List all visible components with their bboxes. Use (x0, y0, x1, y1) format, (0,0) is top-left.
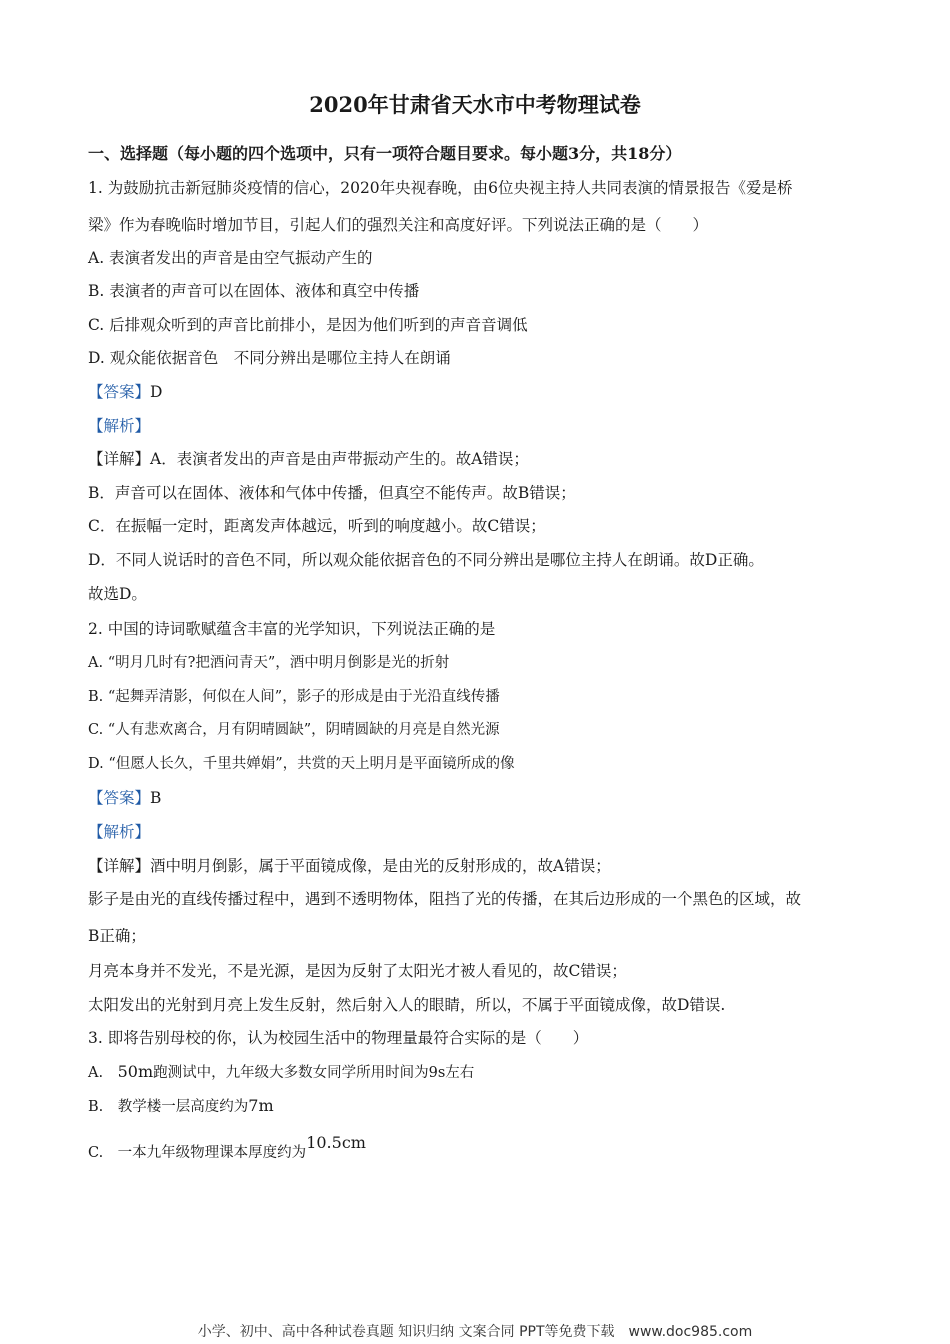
option-text: B. 教学楼一层高度约为 (88, 1099, 249, 1115)
footer-watermark: 小学、初中、高中各种试卷真题 知识归纳 文案合同 PPT等免费下载 www.doc985.com (197, 1324, 753, 1340)
q2-option-b: B. “起舞弄清影，何似在人间”，影子的形成是由于光沿直线传播 (88, 689, 500, 705)
q1-answer (88, 381, 162, 403)
q3-option-c (88, 1133, 366, 1164)
q1-option-a: A. 表演者发出的声音是由空气振动产生的 (88, 249, 373, 267)
q1-detail-line3: C．在振幅一定时，距离发声体越远，听到的响度越小。故C错误； (88, 517, 546, 535)
q1-stem-line2: 梁》作为春晚临时增加节目，引起人们的强烈关注和高度好评。下列说法正确的是（ ） (88, 216, 709, 234)
q2-detail-line1 (88, 855, 611, 877)
q2-detail-line3: B正确； (88, 927, 146, 945)
q2-detail-line2: 影子是由光的直线传播过程中，遇到不透明物体，阻挡了光的传播，在其后边形成的一个黑色的区域，故 (88, 890, 802, 908)
answer-value: B (150, 789, 162, 807)
q1-detail-line1 (88, 448, 529, 470)
answer-tag: 【答案】 (88, 789, 151, 807)
page-title: 2020年甘肃省天水市中考物理试卷 (309, 92, 641, 117)
option-text: 跑测试中，九年级大多数女同学所用时间为9s左右 (153, 1065, 475, 1081)
option-value: 50m (117, 1062, 154, 1081)
q1-stem-line1: 1. 为鼓励抗击新冠肺炎疫情的信心，2020年央视春晚，由6位央视主持人共同表演的情景报告《爱是桥 (88, 179, 793, 197)
q1-detail-line2: B．声音可以在固体、液体和气体中传播，但真空不能传声。故B错误； (88, 484, 576, 502)
answer-tag: 【答案】 (88, 383, 151, 401)
q2-stem: 2. 中国的诗词歌赋蕴含丰富的光学知识，下列说法正确的是 (88, 620, 496, 638)
option-value: 7m (248, 1096, 274, 1115)
q2-option-a: A. “明月几时有?把酒问青天”，酒中明月倒影是光的折射 (88, 655, 450, 671)
q2-detail-line5: 太阳发出的光射到月亮上发生反射，然后射入人的眼睛，所以，不属于平面镜成像，故D错误. (88, 996, 726, 1014)
detail-text: A．表演者发出的声音是由声带振动产生的。故A错误； (150, 450, 529, 468)
q3-option-a (88, 1061, 474, 1084)
q1-detail-line5: 故选D。 (88, 585, 147, 603)
q2-option-d: D. “但愿人长久，千里共婵娟”，共赏的天上明月是平面镜所成的像 (88, 756, 515, 772)
answer-value: D (150, 383, 163, 401)
q2-analysis-tag: 【解析】 (88, 823, 151, 841)
detail-text: 酒中明月倒影，属于平面镜成像，是由光的反射形成的，故A错误； (150, 857, 611, 875)
option-text: C. 一本九年级物理课本厚度约为 (88, 1145, 307, 1161)
option-value: 10.5cm (306, 1133, 366, 1152)
q2-option-c: C. “人有悲欢离合，月有阴晴圆缺”，阴晴圆缺的月亮是自然光源 (88, 722, 500, 738)
q1-detail-line4: D．不同人说话时的音色不同，所以观众能依据音色的不同分辨出是哪位主持人在朗诵。故D正确。 (88, 551, 764, 569)
q3-stem: 3. 即将告别母校的你，认为校园生活中的物理量最符合实际的是（ ） (88, 1029, 589, 1047)
q3-option-b (88, 1095, 274, 1118)
option-label: A. (88, 1065, 118, 1081)
q2-detail-line4: 月亮本身并不发光，不是光源，是因为反射了太阳光才被人看见的，故C错误； (88, 962, 627, 980)
q1-option-b: B. 表演者的声音可以在固体、液体和真空中传播 (88, 282, 420, 300)
section-heading: 一、选择题（每小题的四个选项中，只有一项符合题目要求。每小题3分，共18分） (88, 144, 682, 163)
q2-answer (88, 787, 161, 809)
detail-tag: 【详解】 (88, 450, 151, 468)
q1-analysis-tag: 【解析】 (88, 417, 151, 435)
q1-option-c: C. 后排观众听到的声音比前排小，是因为他们听到的声音音调低 (88, 316, 528, 334)
detail-tag: 【详解】 (88, 857, 151, 875)
q1-option-d: D. 观众能依据音色 不同分辨出是哪位主持人在朗诵 (88, 349, 451, 367)
